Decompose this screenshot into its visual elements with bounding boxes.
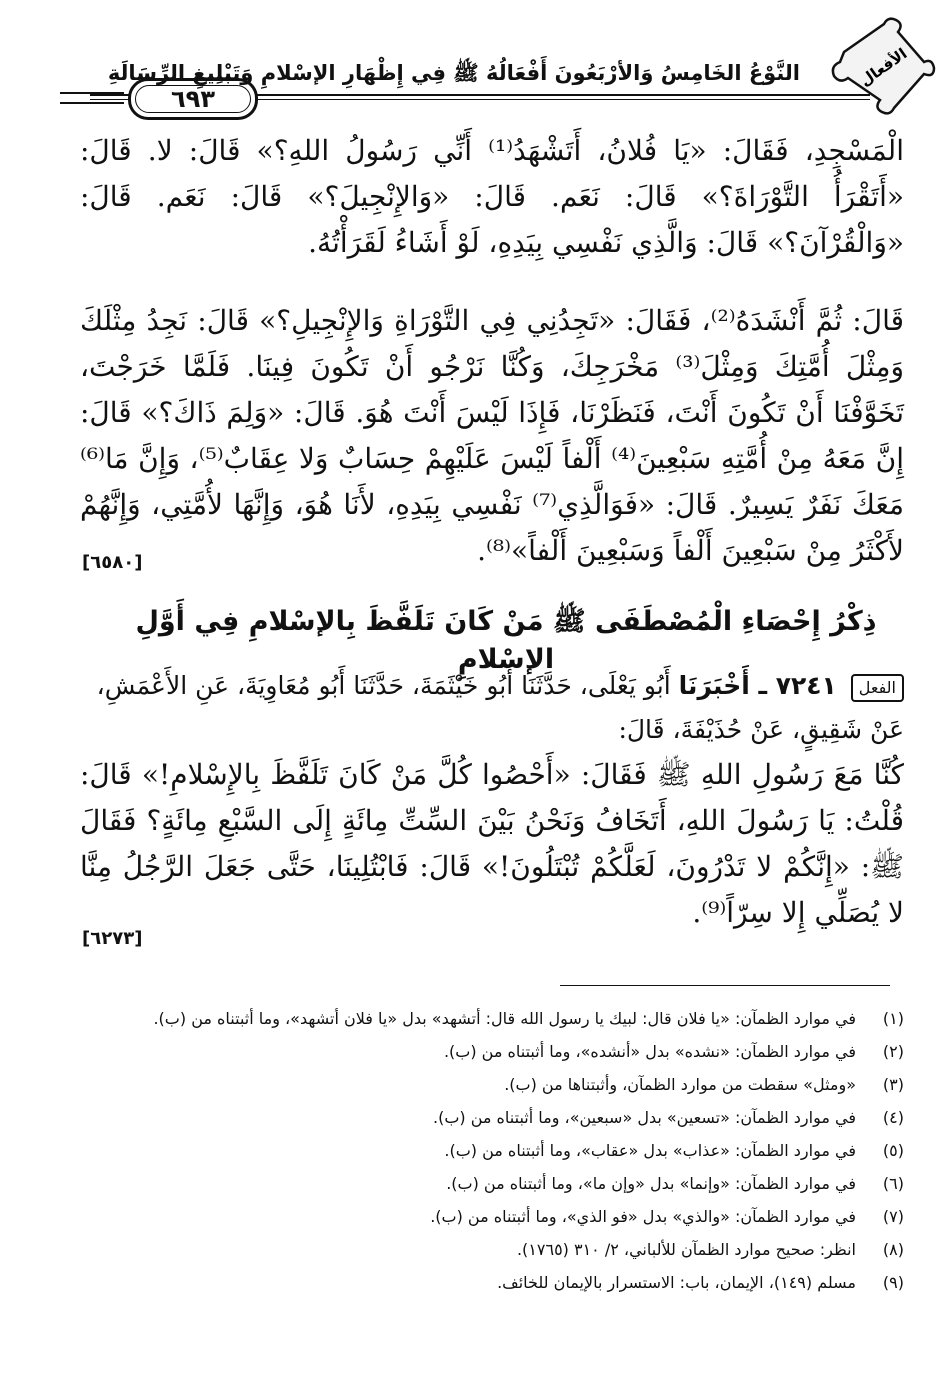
footnote-text: في موارد الظمآن: «تسعين» بدل «سبعين»، وما أثبتناه من (ب).	[432, 1108, 856, 1127]
footnote-number: (٩)	[882, 1273, 904, 1292]
footnote-number: (٣)	[882, 1075, 904, 1094]
footnote	[80, 1068, 904, 1101]
footnote-number: (٨)	[882, 1240, 904, 1259]
footnote-number: (١)	[882, 1009, 904, 1028]
footnote	[80, 1035, 904, 1068]
footnote-number: (٦)	[882, 1174, 904, 1193]
footnote-text: في موارد الظمآن: «والذي» بدل «فو الذي»، وما أثبتناه من (ب).	[430, 1207, 856, 1226]
footnote	[80, 1101, 904, 1134]
footnote-number: (٢)	[882, 1042, 904, 1061]
footnote-text: في موارد الظمآن: «عذاب» بدل «عقاب»، وما أثبتناه من (ب).	[444, 1141, 856, 1160]
hadith-badge: الفعل	[851, 674, 904, 702]
footnotes	[80, 1002, 904, 1299]
paragraph-2: قَالَ: ثُمَّ أَنْشَدَهُ⁽²⁾، فَقَالَ: «تَجِدُنِي فِي التَّوْرَاةِ وَالإِنْجِيلِ؟» قَالَ: نَجِدُ مِثْلَكَ وَمِثْلَ أُمَّتِكَ وَمِثْلَ⁽³⁾ مَخْرَجِكَ، وَكُنَّا نَرْجُو أَنْ تَكُونَ فِينَا. فَلَمَّا خَرَجْتَ، تَخَوَّفْنَا أَنْ تَكُونَ أَنْتَ، فَنَظَرْنَا، فَإِذَا لَيْسَ أَنْتَ هُوَ. قَالَ: «وَلِمَ ذَاكَ؟» قَالَ: إِنَّ مَعَهُ مِنْ أُمَّتِهِ سَبْعِينَ⁽⁴⁾ أَلْفاً لَيْسَ عَلَيْهِمْ حِسَابٌ وَلا عِقَابٌ⁽⁵⁾، وَإِنَّ مَا⁽⁶⁾ مَعَكَ نَفَرٌ يَسِيرٌ. قَالَ: «فَوَالَّذِي⁽⁷⁾ نَفْسِي بِيَدِهِ، لأَنَا هُوَ، وَإِنَّهَا لأُمَّتِي، وَإِنَّهُمْ لأَكْثَرُ مِنْ سَبْعِينَ أَلْفاً وَسَبْعِينَ أَلْفاً»⁽⁸⁾.	[80, 304, 905, 567]
footnote	[80, 1002, 904, 1035]
footnote-text: مسلم (١٤٩)، الإيمان، باب: الاستسرار بالإيمان للخائف.	[497, 1273, 856, 1292]
footnote-text: في موارد الظمآن: «يا فلان قال: لبيك يا رسول الله قال: أتشهد» بدل «يا فلان أتشهد»، وما أثبتناه من (ب).	[153, 1009, 856, 1028]
puzzle-piece-icon	[824, 12, 936, 120]
reference-number-1: [٦٥٨٠]	[82, 552, 143, 573]
footnote-number: (٧)	[882, 1207, 904, 1226]
running-title: النَّوْعُ الخَامِسُ وَالأرْبَعُونَ أَفْعَالُهُ ﷺ فِي إِظْهَارِ الإسْلامِ وَتَبْلِيغِ الرِّسَالَةِ	[107, 61, 800, 85]
footnote-text: في موارد الظمآن: «وإنما» بدل «وإن ما»، وما أثبتناه من (ب).	[446, 1174, 856, 1193]
footnote-text: «ومثل» سقطت من موارد الظمآن، وأثبتناها من (ب).	[504, 1075, 856, 1094]
footnote	[80, 1167, 904, 1200]
page-number: ٦٩٣	[128, 78, 258, 120]
page-header	[70, 52, 910, 116]
reference-number-2: [٦٢٧٣]	[82, 928, 143, 949]
footnote-separator	[560, 985, 890, 986]
hadith-number: ٧٢٤١ ـ أَخْبَرَنَا	[678, 671, 837, 700]
footnote	[80, 1233, 904, 1266]
footnote	[80, 1266, 904, 1299]
paragraph-3: كُنَّا مَعَ رَسُولِ اللهِ ﷺ فَقَالَ: «أَحْصُوا كُلَّ مَنْ كَانَ تَلَفَّظَ بِالإِسْلامِ!» قَالَ: قُلْتُ: يَا رَسُولَ اللهِ، أَتَخَافُ وَنَحْنُ بَيْنَ السِّتِّ مِائَةٍ إِلَى السَّبْعِ مِائَةٍ؟ فَقَالَ ﷺ: «إِنَّكُمْ لا تَدْرُونَ، لَعَلَّكُمْ تُبْتَلُونَ!» قَالَ: فَابْتُلِينَا، حَتَّى جَعَلَ الرَّجُلُ مِنَّا لا يُصَلِّي إِلا سِرّاً⁽⁹⁾.	[80, 758, 904, 929]
footnote-text: انظر: صحيح موارد الظمآن للألباني، ٢/ ٣١٠ (١٧٦٥).	[516, 1240, 856, 1259]
footnote-number: (٤)	[882, 1108, 904, 1127]
puzzle-label: الأفعال	[856, 44, 911, 90]
paragraph-1: الْمَسْجِدِ، فَقَالَ: «يَا فُلانُ، أَتَشْهَدُ⁽¹⁾ أَنِّي رَسُولُ اللهِ؟» قَالَ: لا. قَالَ: «أَتَقْرَأُ التَّوْرَاةَ؟» قَالَ: نَعَم. قَالَ: «وَالإِنْجِيلَ؟» قَالَ: نَعَم. قَالَ: «وَالْقُرْآنَ؟» قَالَ: وَالَّذِي نَفْسِي بِيَدِهِ، لَوْ أَشَاءُ لَقَرَأْتُهُ.	[80, 134, 904, 259]
footnote	[80, 1134, 904, 1167]
hadith-isnad: أَبُو يَعْلَى، حَدَّثَنَا أَبُو خَيْثَمَةَ، حَدَّثَنَا أَبُو مُعَاوِيَةَ، عَنِ الأَعْمَشِ، عَنْ شَقِيقٍ، عَنْ حُذَيْفَةَ، قَالَ:	[96, 671, 904, 744]
section-heading: ذِكْرُ إِحْصَاءِ الْمُصْطَفَى ﷺ مَنْ كَانَ تَلَفَّظَ بِالإسْلامِ فِي أَوَّلِ الإسْلامِ	[135, 606, 877, 675]
footnote	[80, 1200, 904, 1233]
footnote-number: (٥)	[882, 1141, 904, 1160]
footnote-text: في موارد الظمآن: «نشده» بدل «أنشده»، وما أثبتناه من (ب).	[443, 1042, 856, 1061]
hadith-isnad-block	[80, 664, 904, 752]
